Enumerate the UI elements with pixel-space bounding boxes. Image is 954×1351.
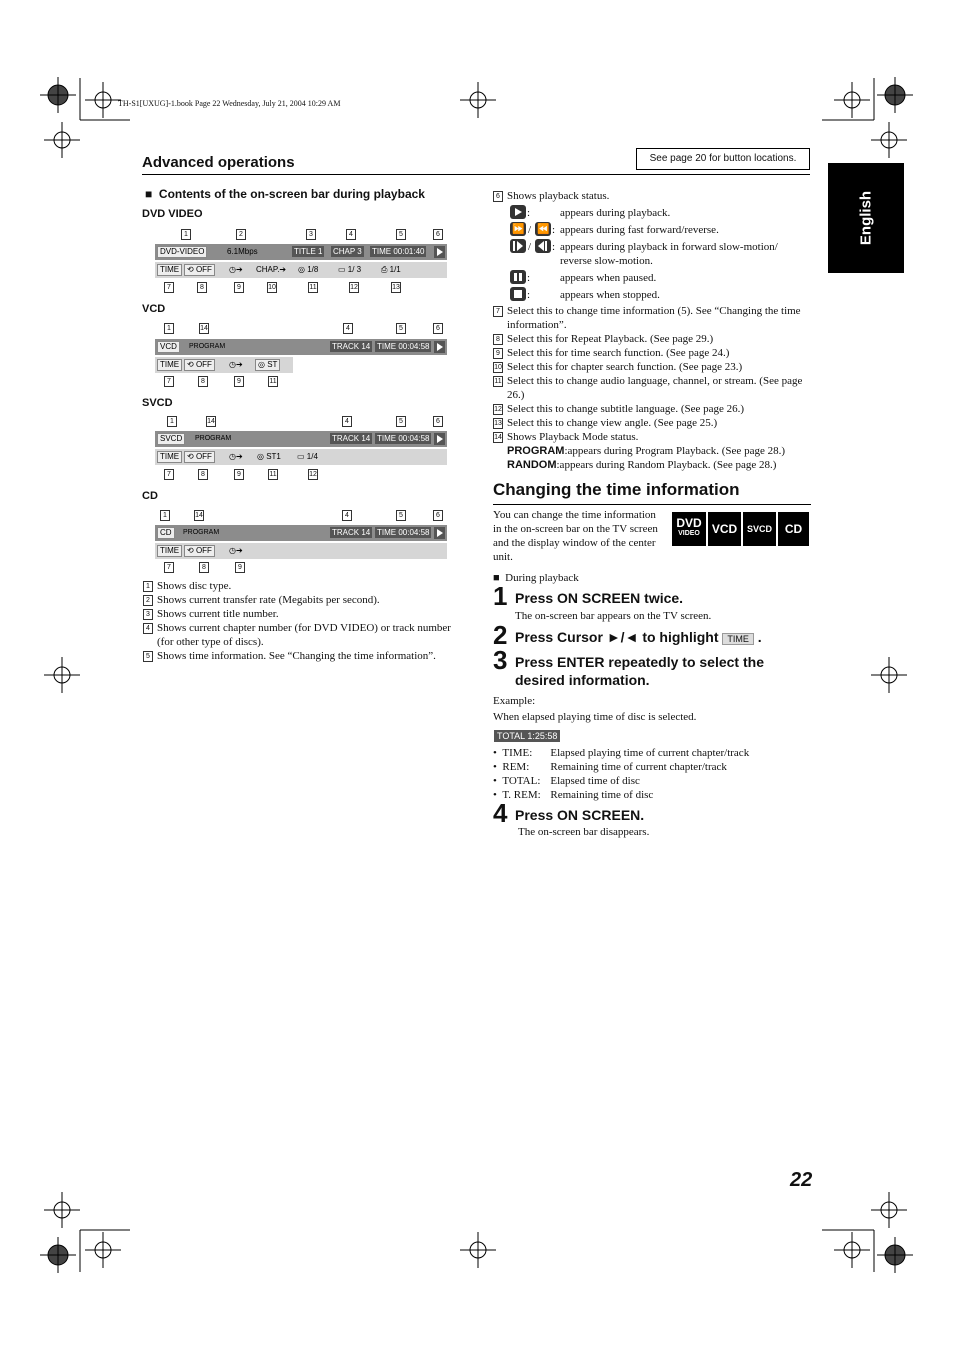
step-1-title: Press ON SCREEN twice.	[515, 590, 684, 606]
disc-type: DVD-VIDEO	[157, 246, 207, 258]
right-descriptions	[493, 189, 811, 472]
callout-14: 14	[195, 512, 203, 519]
desc-text: Shows current chapter number (for DVD VIDEO) or track number (for other type of discs).	[157, 622, 451, 648]
dvd-video-icon	[672, 512, 706, 546]
status-sep: :	[552, 241, 556, 253]
callout-1: 1	[181, 229, 191, 240]
desc-text: Shows disc type.	[157, 580, 232, 592]
step-1-sub: The on-screen bar appears on the TV screen.	[515, 610, 712, 622]
status-text: appears when stopped.	[560, 289, 660, 301]
disc-type: VCD	[157, 341, 180, 353]
desc-text: Select this to change subtitle language. (See page 26.)	[507, 403, 745, 415]
list-item: • TIME: Elapsed playing time of current chapter/track	[493, 747, 750, 759]
repeat-button[interactable]: ⟲ OFF	[184, 359, 215, 371]
left-descriptions	[143, 579, 463, 663]
subheading-text: Contents of the on-screen bar during playback	[158, 187, 425, 201]
angle-button[interactable]: ⎙ 1/1	[381, 265, 401, 274]
time-mode-key: T. REM:	[502, 789, 541, 801]
status-row-pause	[493, 270, 811, 287]
cd-function-bar	[155, 543, 447, 559]
step-1-number: 1	[493, 581, 508, 611]
callout-7: 7	[164, 562, 174, 573]
title-number: TITLE 1	[294, 247, 323, 256]
desc-item	[493, 402, 811, 416]
step-2-tail: .	[757, 629, 762, 645]
track-number: TRACK 14	[332, 342, 371, 351]
desc-num: 2	[143, 595, 153, 606]
track-number: TRACK 14	[332, 434, 371, 443]
callout-8: 8	[197, 282, 207, 293]
desc-num: 8	[493, 334, 503, 345]
callout-5: 5	[396, 510, 406, 521]
callout-9: 9	[235, 562, 245, 573]
during-playback: ■ During playback	[493, 572, 579, 584]
callout-6: 6	[433, 510, 443, 521]
callout-9: 9	[234, 469, 244, 480]
status-row-stop	[493, 287, 811, 304]
callout-9: 9	[234, 282, 244, 293]
audio-value: ST	[267, 360, 278, 369]
play-status-icon	[510, 205, 526, 219]
list-item: • TOTAL: Elapsed time of disc	[493, 775, 640, 787]
step-2-title	[515, 628, 762, 648]
callout-13: 13	[392, 284, 400, 291]
desc-item	[143, 593, 463, 607]
audio-button[interactable]: ◎ ST1	[257, 452, 281, 461]
step-4-title: Press ON SCREEN.	[515, 807, 645, 823]
callout-8: 8	[198, 376, 208, 387]
video-icon-text: VIDEO	[678, 530, 700, 537]
step-3-title: Press ENTER repeatedly to select the desired information.	[515, 654, 764, 688]
bitrate: 6.1Mbps	[227, 247, 258, 256]
callout-5: 5	[396, 323, 406, 334]
audio-button[interactable]: ◎ 1/8	[298, 265, 319, 274]
desc-text: Shows time information. See “Changing the time information”.	[157, 650, 436, 662]
status-sep: :	[527, 207, 531, 219]
program-text: :appears during Program Playback. (See page 28.)	[564, 445, 785, 457]
playback-mode: PROGRAM	[189, 343, 226, 350]
slash: /	[528, 241, 532, 253]
time-mode-key: TOTAL:	[502, 775, 541, 787]
desc-text: Shows current title number.	[157, 608, 279, 620]
repeat-button[interactable]: ⟲ OFF	[184, 545, 215, 557]
play-icon	[434, 246, 445, 258]
desc-num: 7	[493, 306, 503, 317]
desc-num: 1	[143, 581, 153, 592]
time-mode-value: Remaining time of disc	[550, 789, 654, 801]
callout-7: 7	[164, 469, 174, 480]
time-info-heading: Changing the time information	[493, 480, 740, 499]
status-row-ff	[493, 222, 811, 239]
desc-text: Shows Playback Mode status.	[507, 431, 639, 443]
dvd-label: DVD VIDEO	[142, 208, 203, 220]
desc-item	[493, 189, 811, 203]
callout-4: 4	[342, 416, 352, 427]
cd-icon: CD	[778, 512, 809, 546]
desc-item	[493, 430, 811, 444]
callout-10: 10	[268, 284, 276, 291]
time-mode-value: Elapsed playing time of current chapter/track	[550, 747, 750, 759]
callout-6: 6	[433, 323, 443, 334]
repeat-value: OFF	[195, 265, 212, 274]
desc-num: 4	[143, 623, 153, 634]
track-number: TRACK 14	[332, 528, 371, 537]
time-chip: TIME	[722, 633, 754, 645]
status-row-play	[493, 205, 811, 222]
desc-num: 6	[493, 191, 503, 202]
slash: /	[528, 224, 532, 236]
disc-type: SVCD	[157, 433, 185, 445]
callout-3: 3	[306, 229, 316, 240]
repeat-button[interactable]: ⟲ OFF	[184, 264, 215, 276]
example-desc: When elapsed playing time of disc is selected.	[493, 711, 697, 723]
vcd-function-bar	[155, 357, 293, 373]
callout-1: 1	[160, 510, 170, 521]
time-info-intro: You can change the time information in the on-screen bar on the TV screen and the display window of the center unit.	[493, 509, 658, 563]
chapter-number: CHAP 3	[333, 247, 362, 256]
callout-7: 7	[164, 376, 174, 387]
audio-value: 1/8	[307, 265, 319, 274]
time-display: TIME 00:04:58	[377, 434, 430, 443]
dvd-status-bar	[155, 244, 447, 260]
desc-item	[143, 649, 463, 663]
status-sep: :	[527, 289, 531, 301]
section-title: Advanced operations	[142, 154, 295, 171]
status-sep: :	[552, 224, 556, 236]
step-3-number: 3	[493, 645, 508, 675]
subtitle-value: 1/4	[306, 452, 318, 461]
program-note	[493, 444, 811, 458]
callout-6: 6	[433, 229, 443, 240]
callout-5: 5	[396, 229, 406, 240]
random-text: :appears during Random Playback. (See page 28.)	[556, 459, 777, 471]
audio-button[interactable]: ◎ ST	[255, 359, 280, 371]
svcd-label: SVCD	[142, 397, 173, 409]
during-playback-text: During playback	[505, 572, 579, 584]
slow-reverse-icon	[535, 239, 551, 253]
play-icon	[434, 527, 445, 539]
desc-num: 9	[493, 348, 503, 359]
playback-mode: PROGRAM	[195, 435, 232, 442]
time-display: TIME 00:04:58	[377, 528, 430, 537]
example-label: Example:	[493, 695, 536, 707]
desc-num: 12	[494, 406, 502, 413]
time-display: TIME 00:01:40	[372, 247, 425, 256]
desc-text: Shows current transfer rate (Megabits per second).	[157, 594, 380, 606]
callout-11: 11	[269, 471, 277, 478]
subtitle-button[interactable]: ▭ 1/ 3	[338, 265, 362, 274]
status-text: appears when paused.	[560, 272, 657, 284]
callout-4: 4	[346, 229, 356, 240]
time-search-icon[interactable]: ◷➔	[229, 265, 243, 274]
callout-1: 1	[167, 416, 177, 427]
heading-rule	[493, 504, 811, 505]
repeat-button[interactable]: ⟲ OFF	[184, 451, 215, 463]
desc-item	[143, 621, 463, 649]
rewind-icon: ⏪	[537, 224, 550, 235]
language-tab	[828, 163, 904, 273]
chapter-search-button[interactable]: CHAP.➔	[256, 265, 287, 274]
list-item: • T. REM: Remaining time of disc	[493, 789, 654, 801]
pause-icon	[510, 270, 526, 284]
time-mode-value: Elapsed time of disc	[550, 775, 640, 787]
play-icon	[434, 341, 445, 353]
desc-num: 10	[494, 364, 502, 371]
time-search-icon[interactable]: ◷➔	[229, 546, 243, 555]
random-note	[493, 458, 811, 472]
callout-14: 14	[200, 325, 208, 332]
play-icon	[434, 433, 445, 445]
vcd-icon: VCD	[708, 512, 741, 546]
callout-4: 4	[343, 323, 353, 334]
cd-status-bar	[155, 525, 447, 541]
callout-11: 11	[269, 378, 277, 385]
callout-8: 8	[198, 469, 208, 480]
callout-12: 12	[350, 284, 358, 291]
time-mode-list	[493, 746, 811, 802]
list-item: • REM: Remaining time of current chapter/track	[493, 761, 727, 773]
dvd-icon-text: DVD	[676, 516, 702, 530]
subtitle-button[interactable]: ▭ 1/4	[297, 452, 318, 461]
see-page-note: See page 20 for button locations.	[636, 148, 810, 170]
desc-text: Select this for chapter search function. (See page 23.)	[507, 361, 743, 373]
time-button[interactable]: TIME	[157, 545, 182, 557]
desc-text: Select this to change view angle. (See page 25.)	[507, 417, 718, 429]
vcd-status-bar	[155, 339, 447, 355]
subtitle-value: 1/ 3	[347, 265, 362, 274]
step-2-text: Press Cursor ►/◄ to highlight	[515, 629, 719, 645]
language-tab-label: English	[857, 190, 875, 246]
status-sep: :	[527, 272, 531, 284]
time-mode-key: TIME:	[502, 747, 533, 759]
desc-item	[493, 304, 811, 332]
desc-item	[493, 416, 811, 430]
callout-12: 12	[309, 471, 317, 478]
slow-forward-icon	[510, 239, 526, 253]
step-2-number: 2	[493, 620, 508, 650]
time-search-icon[interactable]: ◷➔	[229, 452, 243, 461]
angle-value: 1/1	[389, 265, 401, 274]
callout-6: 6	[433, 416, 443, 427]
repeat-value: OFF	[195, 452, 212, 461]
chapter-search-label: CHAP.	[256, 265, 280, 274]
desc-text: Shows playback status.	[507, 190, 610, 202]
callout-14: 14	[207, 418, 215, 425]
desc-num: 14	[494, 434, 502, 441]
desc-item	[493, 374, 811, 402]
file-info: TH-S1[UXUG]-1.book Page 22 Wednesday, July 21, 2004 10:29 AM	[118, 99, 341, 108]
svcd-status-bar	[155, 431, 447, 447]
time-display: TIME 00:04:58	[377, 342, 430, 351]
disc-type: CD	[157, 527, 175, 539]
random-label: RANDOM	[507, 459, 557, 471]
vcd-label: VCD	[142, 303, 166, 315]
desc-num: 11	[494, 378, 502, 385]
svcd-function-bar	[155, 449, 447, 465]
time-button[interactable]: TIME	[157, 451, 182, 463]
desc-text: Select this to change time information (5). See “Changing the time information”.	[507, 305, 801, 331]
callout-4: 4	[342, 510, 352, 521]
step-4-sub: The on-screen bar disappears.	[518, 826, 650, 838]
status-text: appears during playback.	[560, 207, 671, 219]
callout-2: 2	[236, 229, 246, 240]
desc-num: 5	[143, 651, 153, 662]
playback-mode: PROGRAM	[183, 529, 220, 536]
dvd-function-bar	[155, 262, 447, 278]
cd-label: CD	[142, 490, 158, 502]
time-mode-key: REM:	[502, 761, 530, 773]
time-search-icon[interactable]: ◷➔	[229, 360, 243, 369]
program-label: PROGRAM	[507, 445, 565, 457]
status-row-slow	[493, 239, 811, 270]
status-text: appears during fast forward/reverse.	[560, 224, 719, 236]
desc-item	[143, 579, 463, 593]
step-4-number: 4	[493, 798, 508, 828]
callout-7: 7	[164, 282, 174, 293]
time-mode-value: Remaining time of current chapter/track	[550, 761, 727, 773]
status-text: appears during playback in forward slow-motion/ reverse slow-motion.	[560, 241, 778, 267]
subheading: ■ Contents of the on-screen bar during playback	[145, 187, 425, 201]
fast-forward-icon: ⏩	[512, 224, 525, 235]
repeat-value: OFF	[195, 360, 212, 369]
callout-11: 11	[309, 284, 317, 291]
desc-text: Select this for Repeat Playback. (See page 29.)	[507, 333, 714, 345]
desc-num: 3	[143, 609, 153, 620]
page-number: 22	[790, 1169, 813, 1191]
section-rule	[142, 174, 810, 175]
desc-num: 13	[494, 420, 502, 427]
stop-icon	[510, 287, 526, 301]
desc-item	[493, 332, 811, 346]
callout-1: 1	[164, 323, 174, 334]
total-time-chip: TOTAL 1:25:58	[494, 730, 560, 742]
callout-8: 8	[199, 562, 209, 573]
desc-item	[493, 346, 811, 360]
time-button[interactable]: TIME	[157, 359, 182, 371]
audio-value: ST1	[266, 452, 281, 461]
time-button[interactable]: TIME	[157, 264, 182, 276]
callout-9: 9	[234, 376, 244, 387]
desc-item	[493, 360, 811, 374]
desc-text: Select this for time search function. (See page 24.)	[507, 347, 730, 359]
repeat-value: OFF	[195, 546, 212, 555]
desc-item	[143, 607, 463, 621]
svcd-icon: SVCD	[743, 512, 776, 546]
desc-text: Select this to change audio language, channel, or stream. (See page 26.)	[507, 375, 803, 401]
callout-5: 5	[396, 416, 406, 427]
